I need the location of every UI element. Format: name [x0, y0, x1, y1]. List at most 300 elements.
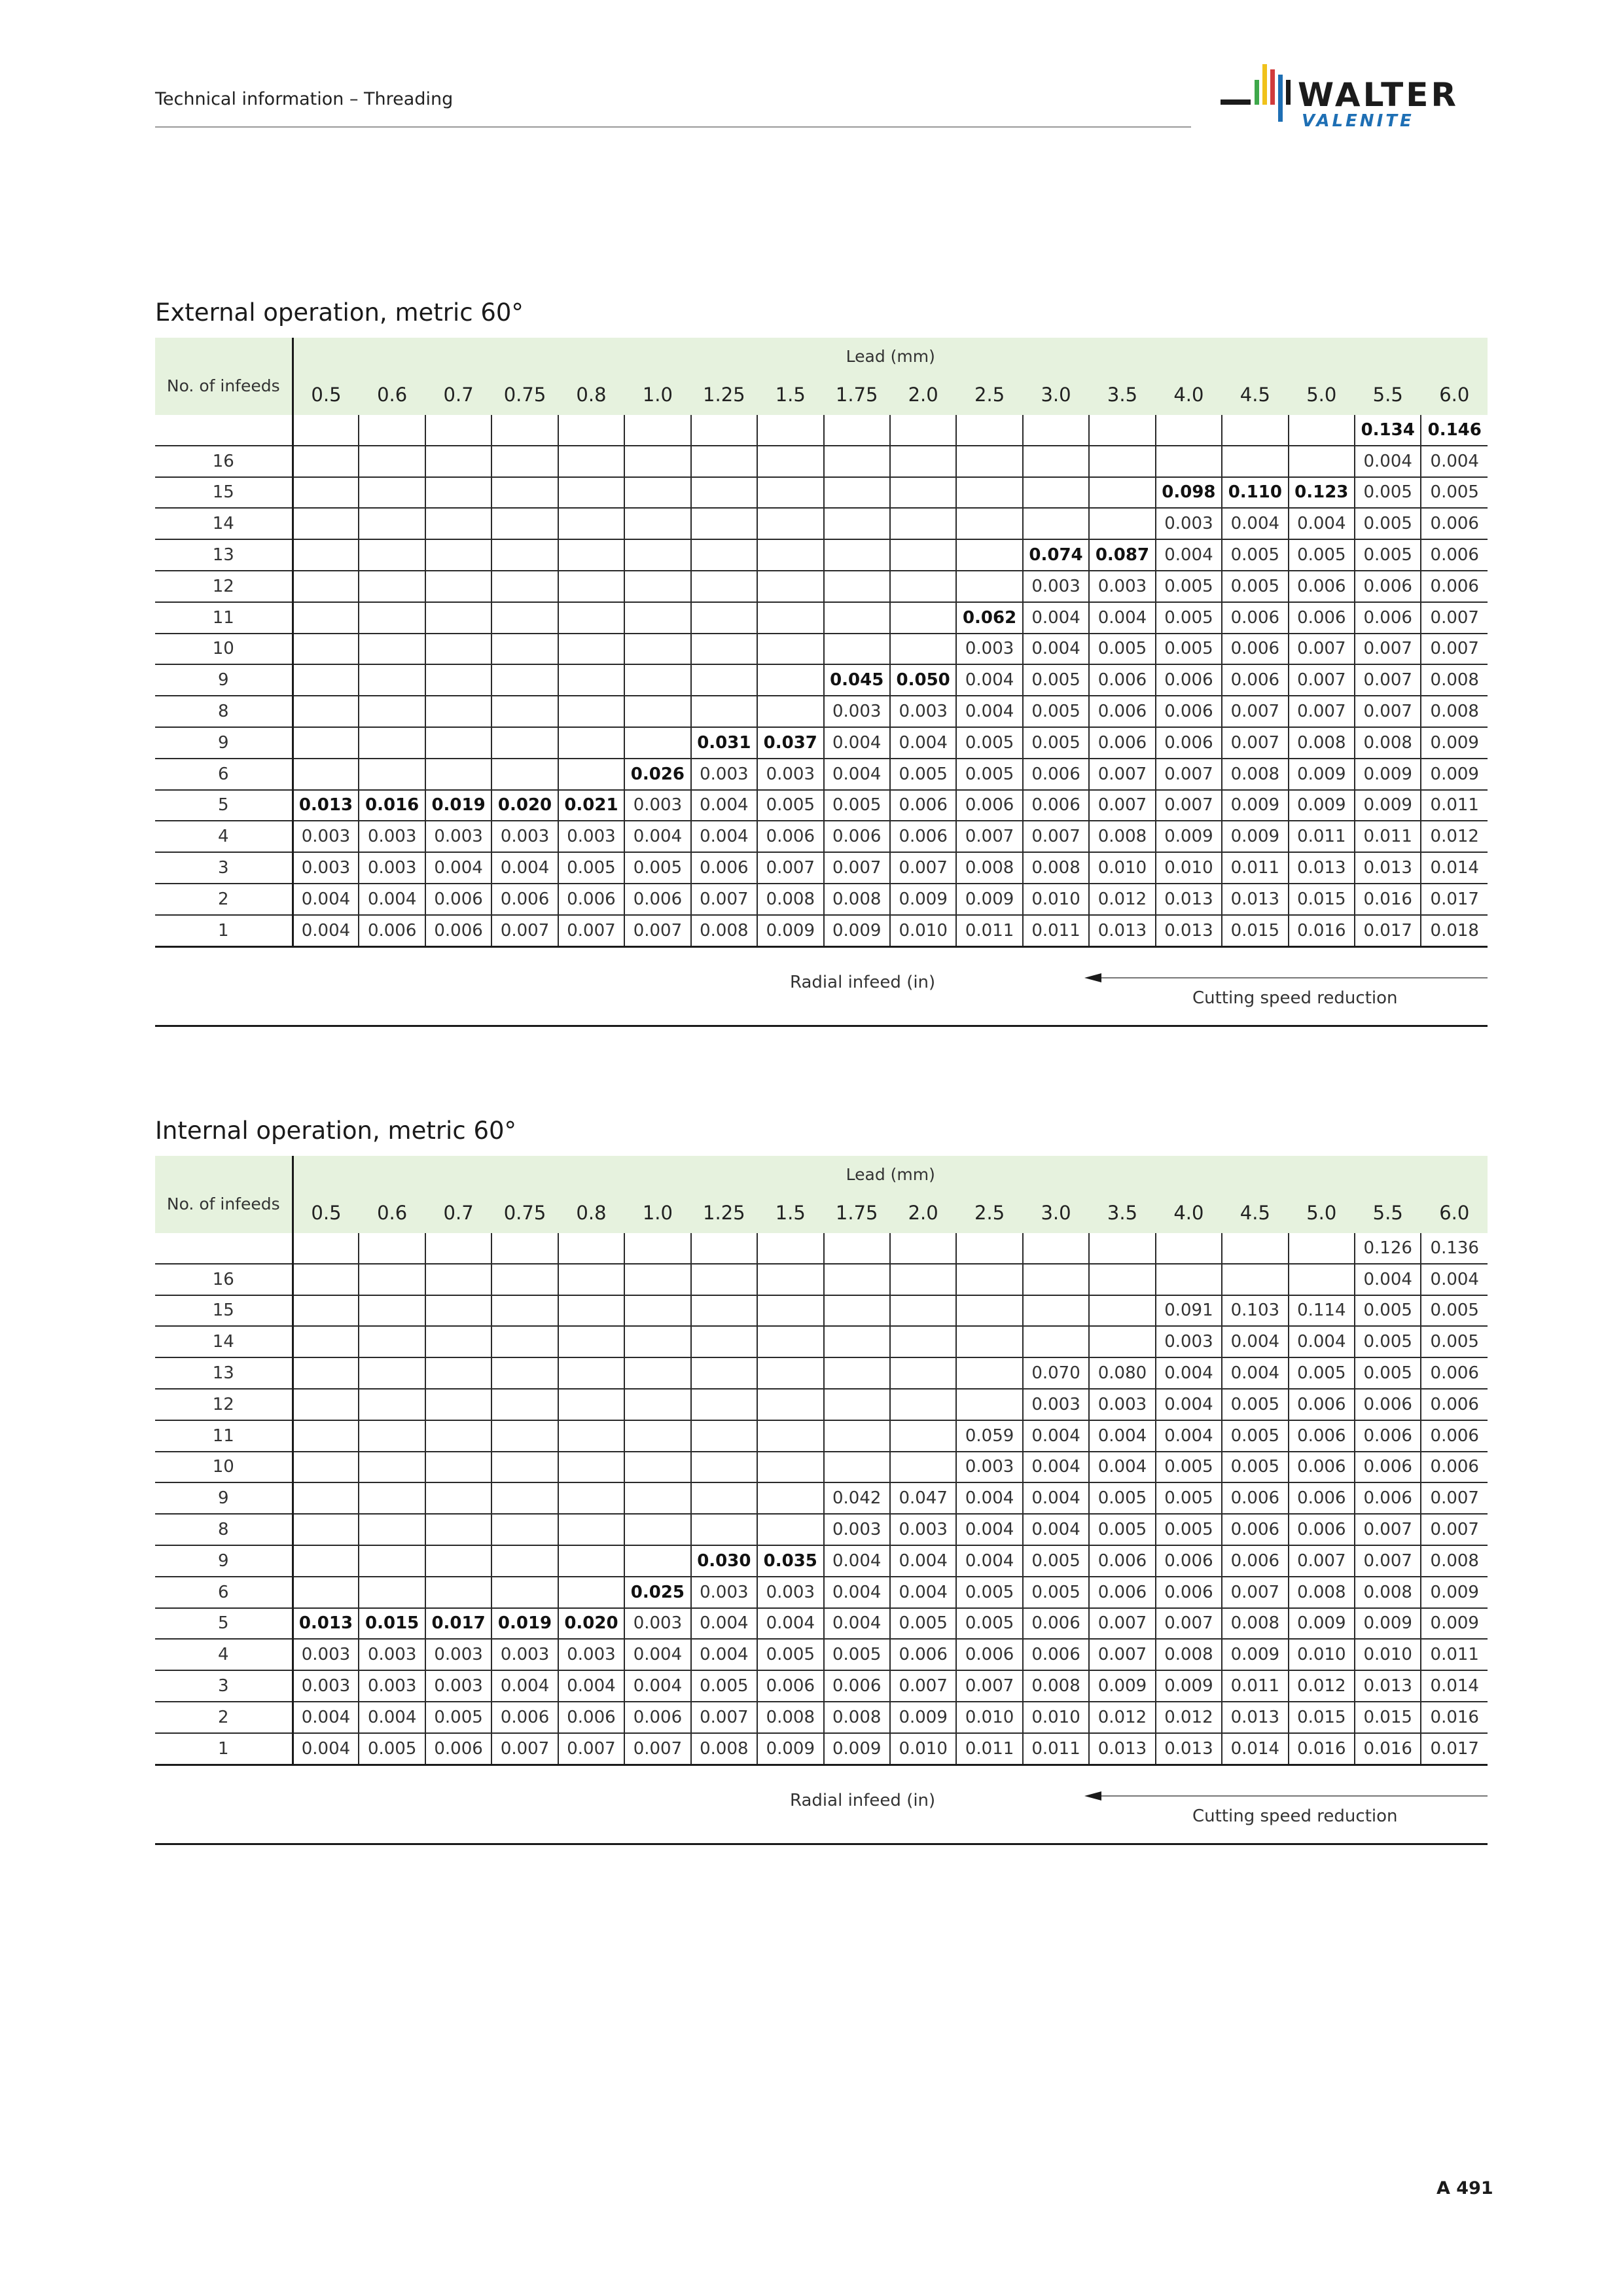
infeed-value-cell: 0.007 [1156, 1608, 1222, 1640]
infeed-value-cell [425, 1326, 491, 1357]
infeed-value-cell: 0.019 [425, 790, 491, 821]
infeed-value-cell: 0.017 [425, 1608, 491, 1640]
infeed-value-cell: 0.006 [890, 821, 956, 852]
infeed-value-cell: 0.146 [1421, 415, 1488, 446]
infeed-value-cell: 0.007 [1421, 602, 1488, 634]
infeed-value-cell: 0.007 [1222, 1577, 1288, 1608]
infeed-value-cell: 0.010 [1355, 1639, 1421, 1670]
infeed-value-cell [624, 696, 690, 727]
infeed-value-cell: 0.003 [956, 1452, 1022, 1483]
infeed-value-cell: 0.009 [1355, 759, 1421, 790]
infeed-value-cell: 0.003 [491, 1639, 558, 1670]
infeed-value-cell [491, 1295, 558, 1327]
infeed-value-cell: 0.103 [1222, 1295, 1288, 1327]
infeed-value-cell [425, 1514, 491, 1545]
infeed-value-cell: 0.007 [1089, 1608, 1155, 1640]
infeed-value-cell: 0.013 [293, 790, 359, 821]
table-row [155, 634, 1488, 665]
infeed-value-cell: 0.009 [1289, 759, 1355, 790]
table-row [155, 1233, 1488, 1264]
infeed-value-cell: 0.013 [1355, 1670, 1421, 1702]
infeed-number: 1 [155, 915, 293, 946]
infeed-value-cell: 0.008 [1355, 1577, 1421, 1608]
infeed-value-cell: 0.003 [824, 696, 890, 727]
infeed-value-cell: 0.004 [1421, 1264, 1488, 1295]
infeed-value-cell: 0.006 [1355, 1420, 1421, 1452]
infeed-value-cell [624, 1545, 690, 1577]
infeed-value-cell: 0.004 [691, 790, 757, 821]
infeed-value-cell [757, 1264, 823, 1295]
infeed-number: 3 [155, 1670, 293, 1702]
infeed-value-cell: 0.005 [1355, 1295, 1421, 1327]
table-row [155, 696, 1488, 727]
infeed-value-cell: 0.074 [1023, 539, 1089, 571]
infeed-value-cell [491, 477, 558, 509]
infeed-value-cell: 0.005 [1156, 1514, 1222, 1545]
infeed-value-cell [558, 1545, 624, 1577]
infeed-value-cell: 0.011 [956, 1733, 1022, 1765]
infeed-number: 15 [155, 1295, 293, 1327]
infeed-value-cell: 0.009 [1355, 790, 1421, 821]
infeed-value-cell [293, 1233, 359, 1264]
infeed-value-cell: 0.009 [1222, 790, 1288, 821]
infeed-value-cell [293, 539, 359, 571]
infeed-value-cell: 0.006 [1089, 696, 1155, 727]
table-row [155, 1733, 1488, 1765]
infeed-value-cell [1089, 1233, 1155, 1264]
infeed-value-cell: 0.013 [1156, 915, 1222, 946]
infeed-value-cell [293, 1295, 359, 1327]
infeed-value-cell: 0.006 [624, 884, 690, 915]
infeed-value-cell: 0.042 [824, 1482, 890, 1514]
infeed-value-cell [558, 727, 624, 759]
left-arrow-icon [1084, 1789, 1488, 1803]
infeed-value-cell [890, 446, 956, 477]
infeed-value-cell: 0.004 [890, 1545, 956, 1577]
infeed-value-cell: 0.006 [1289, 1452, 1355, 1483]
infeed-value-cell [1156, 1233, 1222, 1264]
infeed-value-cell: 0.003 [425, 1639, 491, 1670]
infeed-value-cell [1023, 1233, 1089, 1264]
infeed-value-cell: 0.006 [1222, 1545, 1288, 1577]
infeed-value-cell: 0.005 [1355, 477, 1421, 509]
infeed-value-cell: 0.008 [1023, 852, 1089, 884]
infeed-number: 13 [155, 1357, 293, 1389]
infeed-value-cell: 0.080 [1089, 1357, 1155, 1389]
logo-subtitle: VALENITE [1302, 111, 1414, 131]
infeed-value-cell: 0.006 [491, 1702, 558, 1733]
infeed-value-cell: 0.004 [1156, 1389, 1222, 1420]
infeed-value-cell [293, 1514, 359, 1545]
infeed-value-cell: 0.006 [1421, 539, 1488, 571]
infeed-value-cell [956, 1264, 1022, 1295]
infeed-value-cell [558, 1233, 624, 1264]
infeed-value-cell: 0.004 [359, 884, 425, 915]
infeed-value-cell: 0.013 [1222, 1702, 1288, 1733]
infeed-value-cell: 0.007 [691, 884, 757, 915]
table-row [155, 1264, 1488, 1295]
infeed-value-cell [624, 1326, 690, 1357]
infeed-value-cell: 0.008 [1089, 821, 1155, 852]
infeed-value-cell: 0.098 [1156, 477, 1222, 509]
infeed-value-cell [890, 1295, 956, 1327]
table-row [155, 1577, 1488, 1608]
infeed-value-cell: 0.031 [691, 727, 757, 759]
infeed-value-cell [691, 602, 757, 634]
lead-column-header: 1.5 [757, 374, 823, 415]
infeed-value-cell: 0.007 [1289, 664, 1355, 696]
infeed-value-cell: 0.020 [558, 1608, 624, 1640]
infeed-value-cell [491, 1389, 558, 1420]
infeed-value-cell: 0.004 [1421, 446, 1488, 477]
infeed-value-cell: 0.005 [1023, 696, 1089, 727]
infeed-value-cell [624, 1264, 690, 1295]
infeed-value-cell: 0.004 [824, 727, 890, 759]
infeed-value-cell: 0.006 [890, 1639, 956, 1670]
infeed-value-cell [558, 508, 624, 539]
infeed-value-cell: 0.006 [1421, 571, 1488, 602]
infeed-value-cell: 0.007 [1089, 1639, 1155, 1670]
infeed-value-cell [890, 1389, 956, 1420]
infeed-value-cell: 0.007 [1355, 696, 1421, 727]
infeed-value-cell: 0.007 [1355, 634, 1421, 665]
infeed-number: 5 [155, 1608, 293, 1640]
external-infeed-table [155, 338, 1488, 948]
infeed-value-cell: 0.006 [1023, 1608, 1089, 1640]
infeed-value-cell [491, 664, 558, 696]
infeed-value-cell: 0.003 [757, 1577, 823, 1608]
infeed-value-cell: 0.009 [1222, 1639, 1288, 1670]
infeed-value-cell: 0.015 [1355, 1702, 1421, 1733]
infeed-number: 9 [155, 664, 293, 696]
infeed-value-cell: 0.006 [491, 884, 558, 915]
cutting-speed-label: Cutting speed reduction [1192, 988, 1398, 1008]
infeed-value-cell: 0.006 [1421, 1452, 1488, 1483]
table-row [155, 664, 1488, 696]
infeed-value-cell: 0.003 [691, 1577, 757, 1608]
infeed-value-cell: 0.013 [1156, 1733, 1222, 1765]
infeed-value-cell [624, 571, 690, 602]
infeed-value-cell: 0.006 [1222, 1514, 1288, 1545]
infeed-value-cell [757, 1514, 823, 1545]
lead-column-header: 0.75 [491, 1193, 558, 1233]
infeed-value-cell: 0.007 [1156, 790, 1222, 821]
infeed-value-cell [956, 1233, 1022, 1264]
lead-column-header: 5.5 [1355, 374, 1421, 415]
infeed-value-cell [425, 539, 491, 571]
infeed-value-cell: 0.007 [956, 821, 1022, 852]
infeed-value-cell: 0.012 [1089, 1702, 1155, 1733]
infeed-value-cell [691, 446, 757, 477]
infeed-value-cell [624, 1357, 690, 1389]
infeed-value-cell: 0.005 [1222, 1389, 1288, 1420]
infeed-value-cell [359, 1482, 425, 1514]
infeed-value-cell: 0.007 [491, 915, 558, 946]
infeed-value-cell [359, 1389, 425, 1420]
table-row [155, 477, 1488, 509]
infeed-value-cell: 0.017 [1355, 915, 1421, 946]
infeed-value-cell: 0.003 [1089, 1389, 1155, 1420]
infeed-value-cell [956, 571, 1022, 602]
table-row [155, 915, 1488, 946]
infeed-number: 1 [155, 1733, 293, 1765]
infeed-value-cell: 0.009 [824, 1733, 890, 1765]
infeed-value-cell [890, 571, 956, 602]
infeed-value-cell [491, 1452, 558, 1483]
infeed-value-cell: 0.004 [1089, 1420, 1155, 1452]
infeed-value-cell [293, 446, 359, 477]
infeed-value-cell [1023, 1326, 1089, 1357]
infeed-value-cell: 0.015 [359, 1608, 425, 1640]
infeed-value-cell: 0.006 [1289, 571, 1355, 602]
infeed-value-cell [1089, 508, 1155, 539]
lead-column-header: 5.0 [1289, 374, 1355, 415]
infeed-value-cell [624, 1452, 690, 1483]
infeed-value-cell: 0.005 [691, 1670, 757, 1702]
infeed-value-cell: 0.008 [691, 1733, 757, 1765]
infeed-value-cell [558, 1482, 624, 1514]
infeed-value-cell [359, 1357, 425, 1389]
infeed-value-cell: 0.016 [359, 790, 425, 821]
infeed-value-cell: 0.007 [890, 1670, 956, 1702]
infeed-value-cell [359, 1514, 425, 1545]
infeed-value-cell: 0.009 [757, 1733, 823, 1765]
infeed-value-cell [1023, 415, 1089, 446]
infeed-value-cell [425, 446, 491, 477]
infeeds-column-header: No. of infeeds [155, 338, 293, 415]
infeed-value-cell: 0.015 [1289, 884, 1355, 915]
infeed-value-cell: 0.007 [1355, 1545, 1421, 1577]
infeed-value-cell [425, 1577, 491, 1608]
infeed-value-cell: 0.007 [890, 852, 956, 884]
infeed-value-cell: 0.004 [1156, 1420, 1222, 1452]
infeed-value-cell [824, 539, 890, 571]
infeed-value-cell [359, 1295, 425, 1327]
infeed-value-cell: 0.011 [1421, 1639, 1488, 1670]
infeed-value-cell: 0.007 [956, 1670, 1022, 1702]
infeed-value-cell: 0.004 [359, 1702, 425, 1733]
walter-valenite-logo [1221, 60, 1495, 132]
table-row [155, 571, 1488, 602]
infeed-value-cell: 0.005 [956, 1608, 1022, 1640]
infeed-value-cell: 0.005 [1023, 727, 1089, 759]
infeed-value-cell [293, 1326, 359, 1357]
infeed-value-cell: 0.005 [1156, 634, 1222, 665]
infeed-value-cell: 0.006 [890, 790, 956, 821]
infeed-value-cell: 0.004 [293, 915, 359, 946]
lead-column-header: 0.8 [558, 1193, 624, 1233]
infeed-value-cell: 0.012 [1289, 1670, 1355, 1702]
infeed-value-cell [757, 508, 823, 539]
lead-heading: Lead (mm) [293, 338, 1488, 374]
infeed-value-cell [1089, 1264, 1155, 1295]
table-row [155, 1702, 1488, 1733]
infeed-value-cell [624, 539, 690, 571]
infeed-value-cell: 0.008 [1222, 759, 1288, 790]
infeed-value-cell: 0.006 [1421, 1420, 1488, 1452]
infeed-number: 8 [155, 696, 293, 727]
table-row [155, 508, 1488, 539]
infeed-value-cell [890, 634, 956, 665]
infeed-value-cell [491, 1545, 558, 1577]
infeed-value-cell: 0.003 [691, 759, 757, 790]
infeed-value-cell: 0.005 [1089, 1514, 1155, 1545]
infeed-value-cell: 0.007 [1289, 1545, 1355, 1577]
lead-column-header: 5.5 [1355, 1193, 1421, 1233]
infeed-value-cell: 0.008 [1421, 1545, 1488, 1577]
lead-heading: Lead (mm) [293, 1156, 1488, 1193]
infeed-value-cell: 0.006 [558, 1702, 624, 1733]
infeed-value-cell [890, 539, 956, 571]
infeed-value-cell [1023, 446, 1089, 477]
table-row [155, 821, 1488, 852]
infeed-value-cell: 0.003 [359, 821, 425, 852]
infeed-value-cell [293, 727, 359, 759]
infeed-value-cell [425, 1233, 491, 1264]
infeed-value-cell [691, 1295, 757, 1327]
table-row [155, 1357, 1488, 1389]
infeed-value-cell: 0.007 [1089, 790, 1155, 821]
infeed-number: 10 [155, 634, 293, 665]
table-row [155, 1420, 1488, 1452]
infeed-value-cell: 0.006 [1156, 696, 1222, 727]
infeed-value-cell: 0.010 [1289, 1639, 1355, 1670]
infeed-value-cell [757, 1233, 823, 1264]
infeed-value-cell [425, 696, 491, 727]
lead-column-header: 1.25 [691, 374, 757, 415]
infeed-value-cell [757, 602, 823, 634]
infeed-value-cell [824, 1326, 890, 1357]
lead-column-header: 4.5 [1222, 1193, 1288, 1233]
infeed-number: 6 [155, 1577, 293, 1608]
infeed-value-cell [425, 571, 491, 602]
infeed-value-cell [293, 1545, 359, 1577]
infeed-value-cell: 0.007 [624, 1733, 690, 1765]
infeed-value-cell: 0.010 [956, 1702, 1022, 1733]
infeed-value-cell: 0.006 [1156, 727, 1222, 759]
infeed-value-cell: 0.004 [956, 664, 1022, 696]
lead-column-header: 1.75 [824, 1193, 890, 1233]
external-table-title: External operation, metric 60° [155, 298, 524, 327]
infeed-value-cell: 0.010 [890, 1733, 956, 1765]
infeed-value-cell [558, 1326, 624, 1357]
infeed-value-cell: 0.003 [359, 852, 425, 884]
infeed-value-cell: 0.008 [757, 884, 823, 915]
infeed-value-cell: 0.030 [691, 1545, 757, 1577]
infeed-value-cell: 0.008 [824, 884, 890, 915]
infeed-value-cell [1089, 477, 1155, 509]
lead-column-header: 2.0 [890, 1193, 956, 1233]
infeed-value-cell: 0.006 [1089, 1545, 1155, 1577]
infeed-value-cell [1156, 446, 1222, 477]
external-table-footer [155, 948, 1488, 1027]
infeed-value-cell: 0.005 [757, 790, 823, 821]
infeed-value-cell: 0.009 [824, 915, 890, 946]
infeed-value-cell [890, 1264, 956, 1295]
infeed-value-cell [491, 1482, 558, 1514]
infeed-value-cell [359, 759, 425, 790]
infeed-value-cell: 0.009 [1089, 1670, 1155, 1702]
infeed-value-cell: 0.006 [1222, 1482, 1288, 1514]
table-row [155, 1295, 1488, 1327]
lead-column-header: 1.75 [824, 374, 890, 415]
infeed-value-cell [558, 1420, 624, 1452]
infeed-value-cell [491, 1420, 558, 1452]
infeed-value-cell [1089, 446, 1155, 477]
lead-column-header: 5.0 [1289, 1193, 1355, 1233]
infeed-value-cell: 0.009 [1156, 821, 1222, 852]
infeed-value-cell: 0.013 [293, 1608, 359, 1640]
infeed-value-cell [359, 1233, 425, 1264]
external-operation-section [155, 300, 1488, 1027]
infeed-number: 15 [155, 477, 293, 509]
infeed-value-cell [956, 539, 1022, 571]
infeed-value-cell: 0.006 [624, 1702, 690, 1733]
infeed-value-cell [624, 1233, 690, 1264]
infeed-value-cell: 0.015 [1289, 1702, 1355, 1733]
infeed-number [155, 1233, 293, 1264]
infeed-number: 3 [155, 852, 293, 884]
infeed-value-cell: 0.004 [890, 1577, 956, 1608]
infeed-value-cell [691, 696, 757, 727]
infeed-value-cell [956, 1326, 1022, 1357]
infeed-value-cell: 0.004 [1355, 446, 1421, 477]
infeed-value-cell [425, 1420, 491, 1452]
infeed-number: 14 [155, 508, 293, 539]
infeed-value-cell [293, 1264, 359, 1295]
infeed-value-cell: 0.004 [1355, 1264, 1421, 1295]
infeed-value-cell: 0.012 [1089, 884, 1155, 915]
infeed-value-cell: 0.004 [1023, 1482, 1089, 1514]
infeed-value-cell: 0.009 [1222, 821, 1288, 852]
infeed-value-cell [425, 477, 491, 509]
infeed-value-cell: 0.006 [757, 1670, 823, 1702]
infeed-number: 16 [155, 1264, 293, 1295]
infeed-value-cell: 0.026 [624, 759, 690, 790]
infeed-value-cell [890, 1233, 956, 1264]
lead-column-header: 2.0 [890, 374, 956, 415]
infeed-value-cell: 0.005 [1222, 1420, 1288, 1452]
infeed-value-cell [890, 1357, 956, 1389]
infeed-value-cell [558, 696, 624, 727]
infeed-value-cell [491, 1326, 558, 1357]
infeed-value-cell: 0.004 [691, 1608, 757, 1640]
infeed-value-cell: 0.008 [1289, 727, 1355, 759]
infeed-value-cell: 0.003 [1156, 508, 1222, 539]
infeed-number: 9 [155, 1545, 293, 1577]
infeed-number: 12 [155, 1389, 293, 1420]
infeed-value-cell [824, 602, 890, 634]
infeed-value-cell: 0.005 [558, 852, 624, 884]
infeed-value-cell [293, 508, 359, 539]
infeed-value-cell: 0.004 [1156, 539, 1222, 571]
lead-column-header: 4.5 [1222, 374, 1288, 415]
lead-column-header: 2.5 [956, 1193, 1022, 1233]
infeed-value-cell: 0.008 [757, 1702, 823, 1733]
infeed-value-cell: 0.008 [1421, 664, 1488, 696]
infeed-value-cell: 0.006 [956, 790, 1022, 821]
infeed-value-cell: 0.003 [624, 790, 690, 821]
infeed-value-cell [757, 1357, 823, 1389]
infeed-value-cell: 0.004 [491, 852, 558, 884]
infeed-value-cell: 0.013 [1089, 1733, 1155, 1765]
infeed-value-cell: 0.004 [1023, 1452, 1089, 1483]
infeed-value-cell: 0.008 [824, 1702, 890, 1733]
infeed-value-cell: 0.005 [824, 1639, 890, 1670]
infeed-value-cell [491, 1577, 558, 1608]
infeed-value-cell [824, 1357, 890, 1389]
lead-column-header: 6.0 [1421, 1193, 1488, 1233]
